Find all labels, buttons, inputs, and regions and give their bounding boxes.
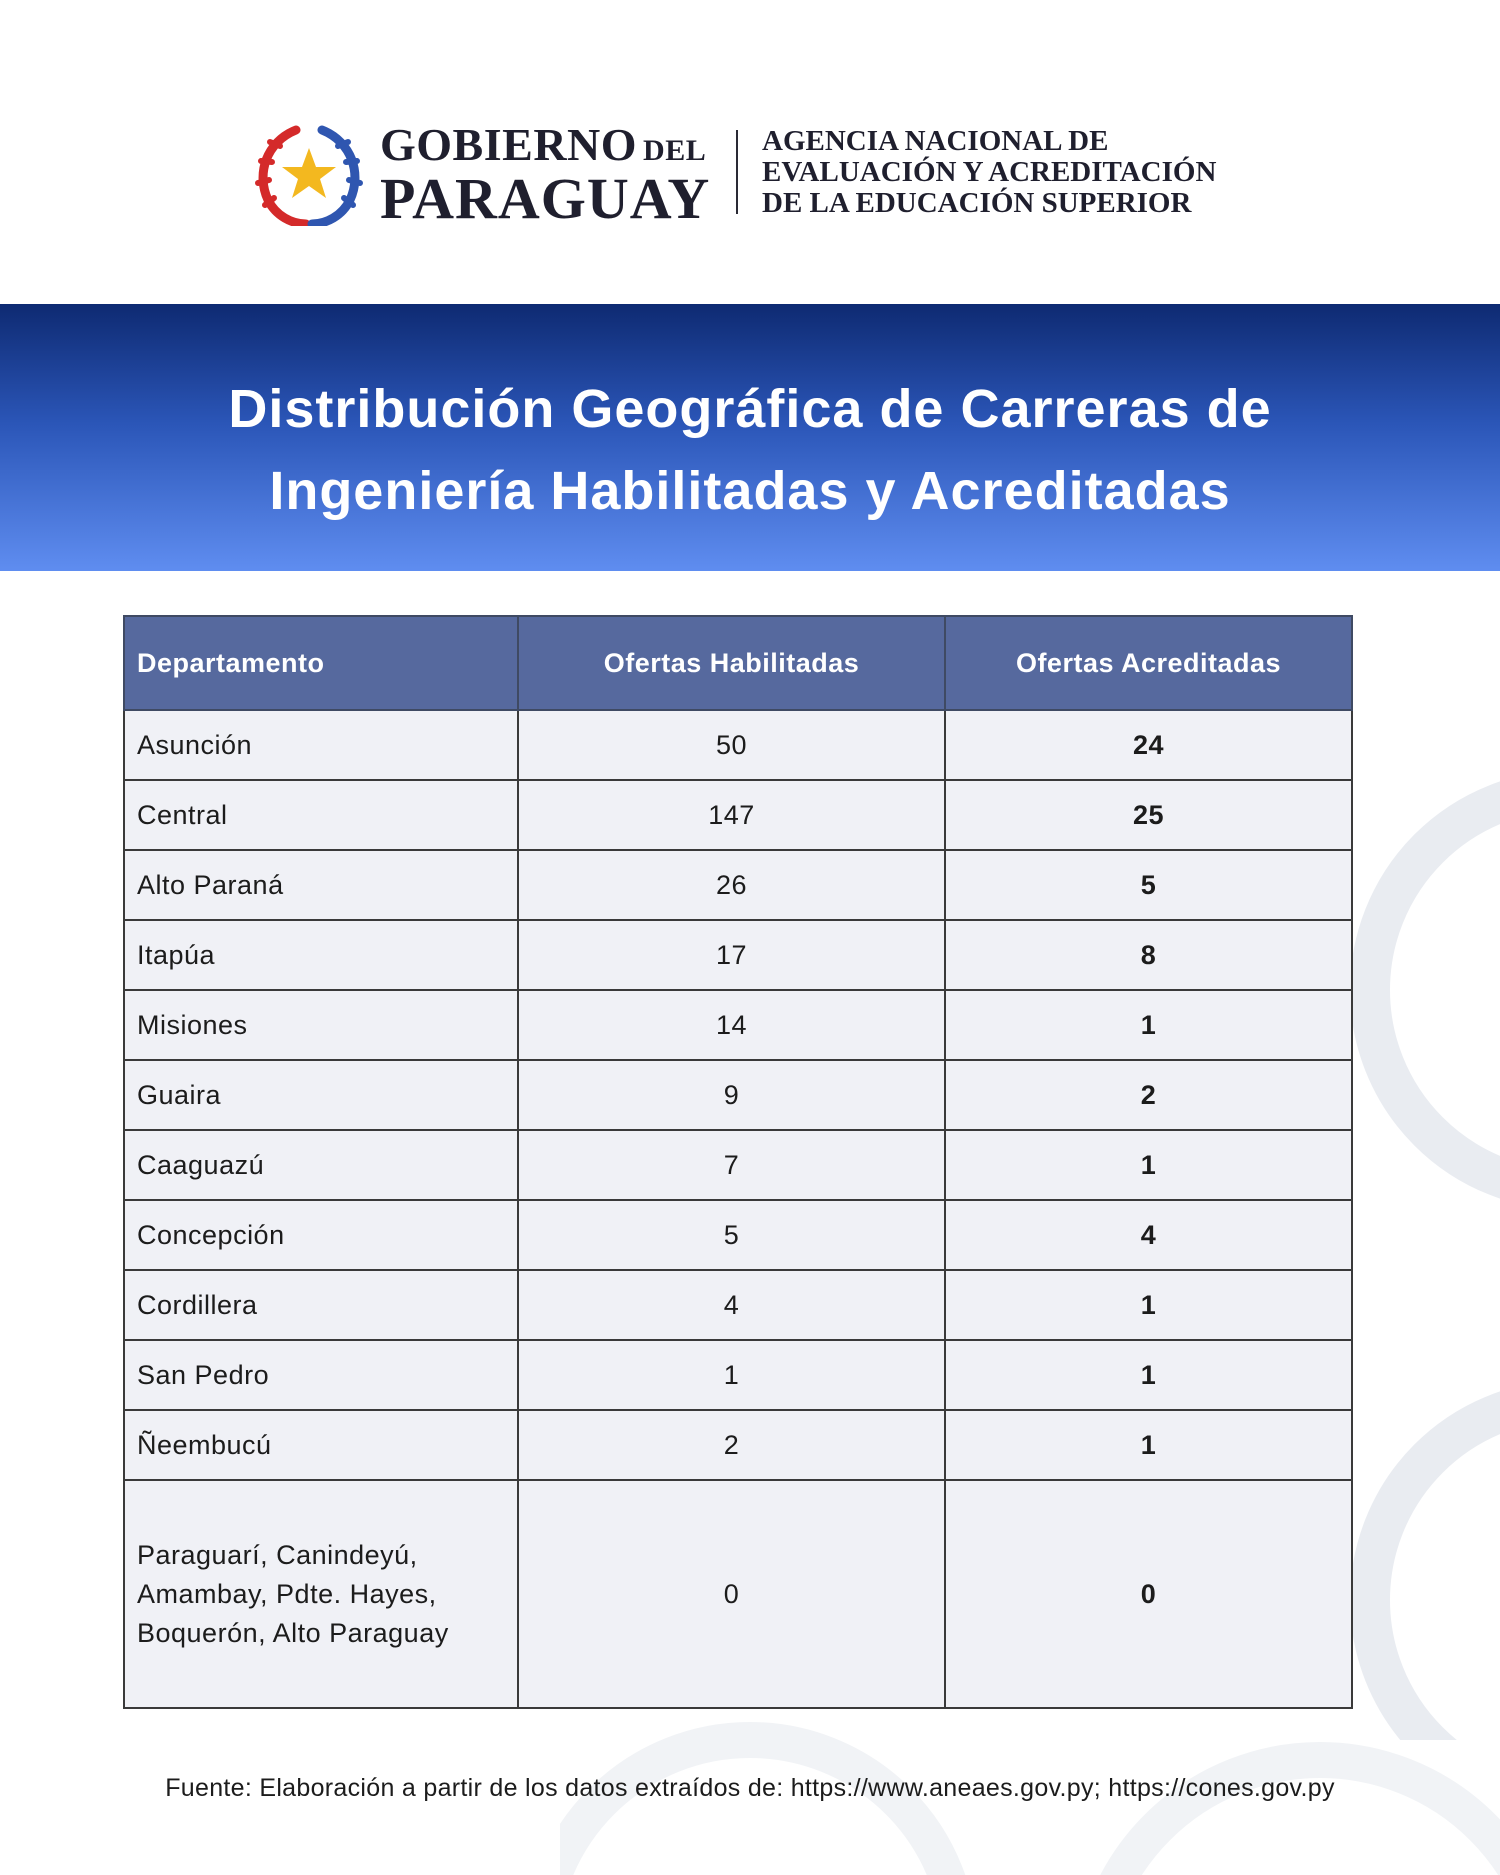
departamento-line: Amambay, Pdte. Hayes,: [137, 1578, 437, 1609]
departamento-cell: San Pedro: [124, 1340, 518, 1410]
agency-line: EVALUACIÓN Y ACREDITACIÓN: [762, 156, 1217, 188]
table-row: [124, 1340, 1352, 1410]
table-row: [124, 1130, 1352, 1200]
acreditadas-cell: 1: [945, 1340, 1352, 1410]
data-table: [123, 615, 1353, 1709]
table-header-row: [124, 616, 1352, 710]
column-header-acreditadas: Ofertas Acreditadas: [945, 616, 1352, 710]
departamento-cell: Concepción: [124, 1200, 518, 1270]
departamento-cell: Asunción: [124, 710, 518, 780]
acreditadas-cell: 4: [945, 1200, 1352, 1270]
acreditadas-cell: 24: [945, 710, 1352, 780]
habilitadas-cell: 26: [518, 850, 945, 920]
table-row: [124, 920, 1352, 990]
acreditadas-cell: 2: [945, 1060, 1352, 1130]
gov-line1-text: GOBIERNO: [380, 119, 638, 170]
departamento-cell: Misiones: [124, 990, 518, 1060]
departamento-cell: Guaira: [124, 1060, 518, 1130]
departamento-cell: Itapúa: [124, 920, 518, 990]
acreditadas-cell: 5: [945, 850, 1352, 920]
habilitadas-cell: 0: [518, 1480, 945, 1708]
departamento-cell: Alto Paraná: [124, 850, 518, 920]
departamento-cell: Cordillera: [124, 1270, 518, 1340]
page-title: [100, 368, 1400, 532]
habilitadas-cell: 17: [518, 920, 945, 990]
table-row: [124, 1200, 1352, 1270]
departamento-cell: Caaguazú: [124, 1130, 518, 1200]
government-wordmark: [380, 119, 711, 231]
habilitadas-cell: 5: [518, 1200, 945, 1270]
acreditadas-cell: 1: [945, 1130, 1352, 1200]
table-row: [124, 710, 1352, 780]
departamento-line: Boquerón, Alto Paraguay: [137, 1617, 449, 1648]
agency-line: DE LA EDUCACIÓN SUPERIOR: [762, 187, 1192, 219]
habilitadas-cell: 147: [518, 780, 945, 850]
acreditadas-cell: 25: [945, 780, 1352, 850]
habilitadas-cell: 1: [518, 1340, 945, 1410]
departamento-cell: [124, 1480, 518, 1708]
gear-watermark-icon: [1330, 740, 1500, 1740]
acreditadas-cell: 1: [945, 990, 1352, 1060]
source-footnote: Fuente: Elaboración a partir de los datos extraídos de: https://www.aneaes.gov.py; https://cones.gov.py: [165, 1774, 1335, 1802]
acreditadas-cell: 0: [945, 1480, 1352, 1708]
table-row: [124, 850, 1352, 920]
column-header-departamento: Departamento: [124, 616, 518, 710]
habilitadas-cell: 14: [518, 990, 945, 1060]
habilitadas-cell: 7: [518, 1130, 945, 1200]
table-row: [124, 1270, 1352, 1340]
table-row: [124, 780, 1352, 850]
header-divider: [736, 130, 738, 214]
table-row: [124, 1480, 1352, 1708]
header: [0, 0, 1500, 305]
agency-line: AGENCIA NACIONAL DE: [762, 125, 1109, 157]
title-line: Distribución Geográfica de Carreras de: [228, 379, 1272, 439]
gov-del-text: DEL: [643, 134, 707, 167]
acreditadas-cell: 1: [945, 1270, 1352, 1340]
departamento-cell: Ñeembucú: [124, 1410, 518, 1480]
table-row: [124, 1410, 1352, 1480]
acreditadas-cell: 8: [945, 920, 1352, 990]
title-banner: [0, 304, 1500, 571]
table-row: [124, 990, 1352, 1060]
habilitadas-cell: 4: [518, 1270, 945, 1340]
data-table-container: [123, 615, 1351, 1709]
government-emblem-icon: [250, 120, 368, 226]
column-header-habilitadas: Ofertas Habilitadas: [518, 616, 945, 710]
habilitadas-cell: 9: [518, 1060, 945, 1130]
habilitadas-cell: 2: [518, 1410, 945, 1480]
table-row: [124, 1060, 1352, 1130]
agency-name: [762, 126, 1216, 219]
gov-line2-text: PARAGUAY: [380, 166, 711, 231]
habilitadas-cell: 50: [518, 710, 945, 780]
acreditadas-cell: 1: [945, 1410, 1352, 1480]
departamento-line: Paraguarí, Canindeyú,: [137, 1539, 418, 1570]
departamento-cell: Central: [124, 780, 518, 850]
title-line: Ingeniería Habilitadas y Acreditadas: [269, 461, 1231, 521]
